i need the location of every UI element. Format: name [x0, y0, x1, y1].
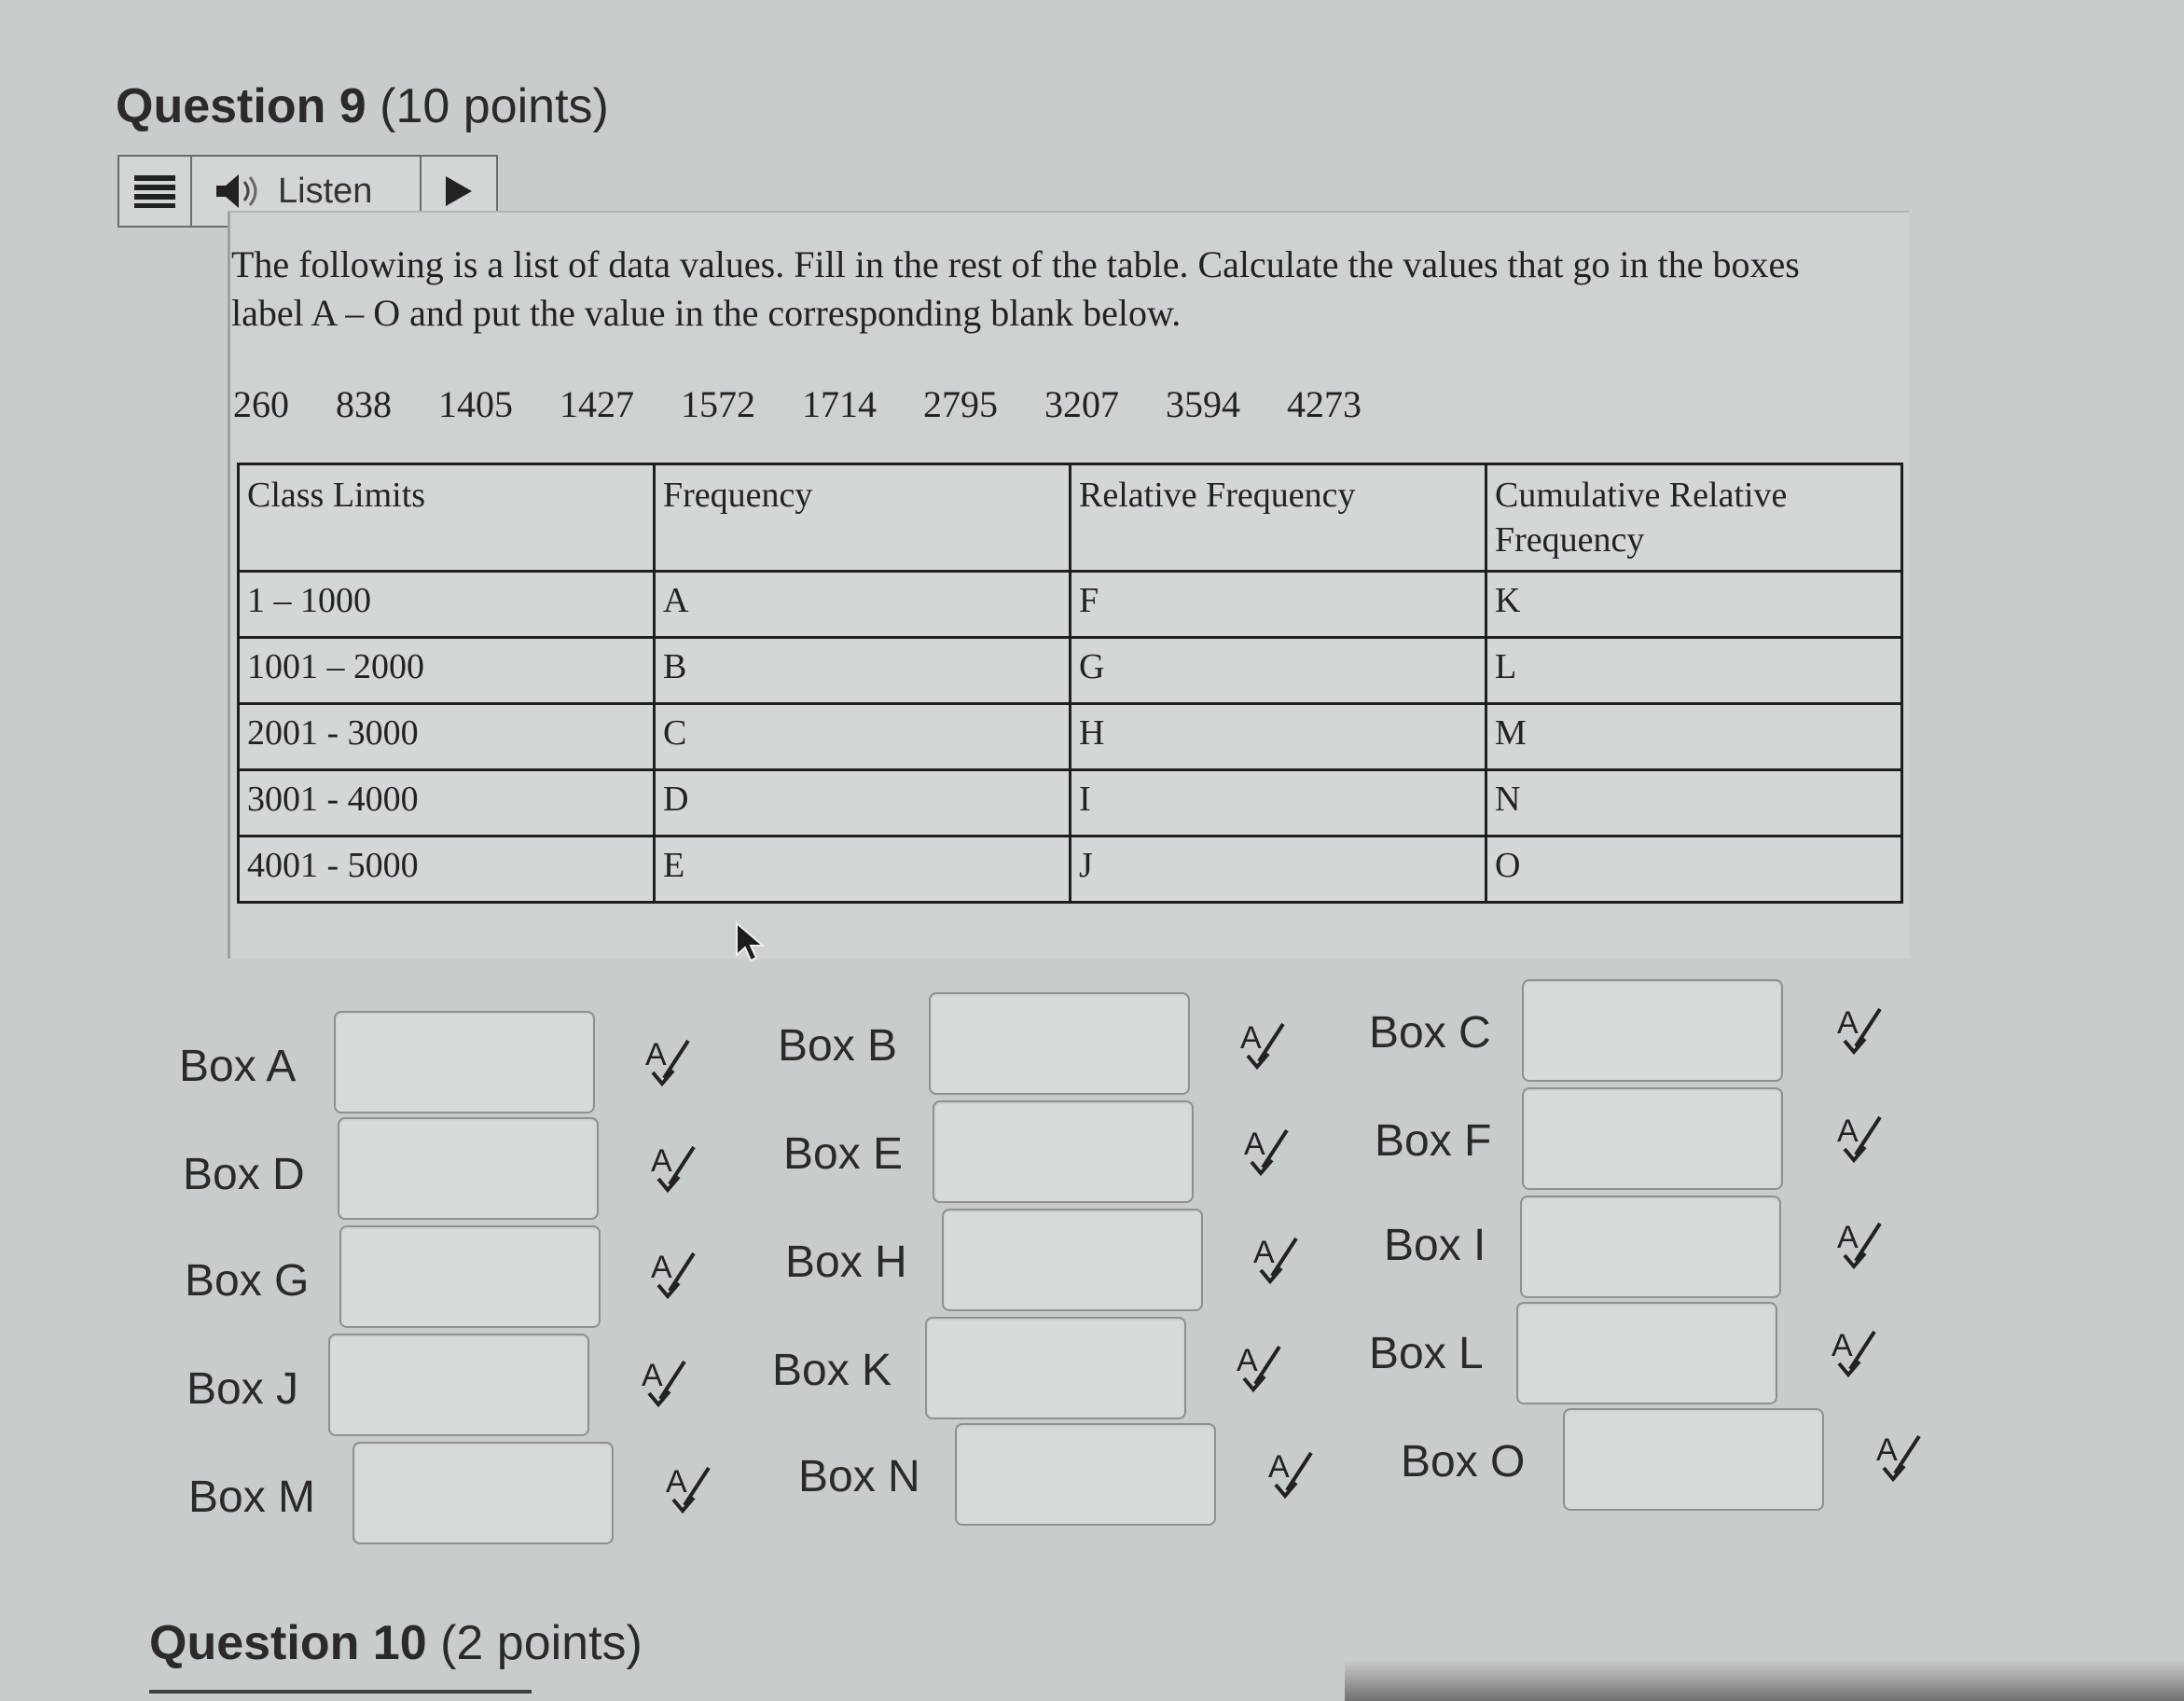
question-number: Question 10: [149, 1616, 427, 1670]
svg-text:A: A: [1240, 1020, 1262, 1056]
question-9-title: [116, 78, 609, 134]
menu-icon: [134, 173, 175, 209]
svg-text:A: A: [1837, 1220, 1859, 1255]
speaker-icon: [214, 173, 265, 210]
data-value: 3207: [1044, 383, 1119, 425]
table-cell: 3001 - 4000: [239, 770, 655, 837]
box-e-label: Box E: [783, 1129, 904, 1179]
svg-text:A: A: [642, 1358, 663, 1393]
box-j-label: Box J: [187, 1364, 299, 1414]
box-a-label: Box A: [179, 1042, 297, 1091]
menu-button[interactable]: [119, 157, 192, 226]
spellcheck-icon[interactable]: [1828, 1324, 1880, 1380]
box-o-label: Box O: [1401, 1437, 1526, 1487]
data-value: 1427: [560, 383, 634, 425]
mouse-cursor-icon: [735, 921, 767, 964]
svg-text:A: A: [1876, 1432, 1898, 1468]
data-value: 838: [336, 383, 392, 425]
listen-label: Listen: [278, 171, 373, 211]
question-number: Question 9: [116, 79, 366, 133]
table-cell: E: [655, 837, 1071, 903]
table-cell: B: [655, 638, 1071, 704]
spellcheck-icon[interactable]: [1833, 1216, 1886, 1272]
table-cell: K: [1486, 572, 1902, 638]
table-cell: A: [655, 572, 1071, 638]
table-cell: I: [1071, 770, 1486, 837]
svg-text:A: A: [1253, 1235, 1275, 1270]
data-value: 2795: [923, 383, 998, 425]
header-cumulative-relative-frequency: Cumulative Relative Frequency: [1486, 464, 1902, 572]
table-row: [239, 770, 1902, 837]
question-instructions: The following is a list of data values. Fill in the rest of the table. Calculate the values that go in the boxes label A – O and put the value in the corresponding blank below.: [231, 243, 1800, 334]
header-relative-frequency: Relative Frequency: [1071, 464, 1486, 572]
data-value: 1572: [681, 383, 755, 425]
table-row: [239, 837, 1902, 903]
box-b-input[interactable]: [929, 992, 1190, 1095]
box-g-label: Box G: [185, 1256, 310, 1306]
box-c-label: Box C: [1369, 1008, 1491, 1058]
spellcheck-icon[interactable]: [647, 1140, 699, 1196]
svg-text:A: A: [1837, 1005, 1859, 1041]
box-l-input[interactable]: [1516, 1302, 1777, 1404]
table-header-row: [239, 464, 1902, 572]
box-b-label: Box B: [778, 1021, 898, 1071]
spellcheck-icon[interactable]: [1265, 1445, 1317, 1501]
box-i-label: Box I: [1384, 1221, 1486, 1270]
table-row: [239, 572, 1902, 638]
box-h-label: Box H: [785, 1238, 907, 1287]
svg-text:A: A: [666, 1464, 687, 1500]
screen-edge-shadow: [1345, 1660, 2184, 1701]
box-f-input[interactable]: [1522, 1087, 1783, 1190]
box-d-input[interactable]: [338, 1117, 599, 1220]
table-cell: D: [655, 770, 1071, 837]
data-value: 4273: [1287, 383, 1362, 425]
spellcheck-icon[interactable]: [1233, 1339, 1285, 1395]
table-cell: 4001 - 5000: [239, 837, 655, 903]
spellcheck-icon[interactable]: [642, 1033, 694, 1089]
svg-text:A: A: [1244, 1127, 1265, 1162]
spellcheck-icon[interactable]: [1240, 1123, 1292, 1179]
spellcheck-icon[interactable]: [1833, 1002, 1886, 1058]
box-k-label: Box K: [772, 1346, 892, 1395]
data-value: 1714: [802, 383, 877, 425]
box-n-label: Box N: [798, 1452, 920, 1501]
box-i-input[interactable]: [1520, 1196, 1781, 1298]
box-h-input[interactable]: [942, 1209, 1203, 1311]
table-cell: 2001 - 3000: [239, 704, 655, 770]
box-j-input[interactable]: [328, 1334, 589, 1436]
svg-text:A: A: [1237, 1343, 1258, 1378]
frequency-table: [237, 463, 1903, 904]
box-m-label: Box M: [188, 1473, 316, 1522]
question-10-title: [149, 1615, 643, 1671]
svg-text:A: A: [651, 1143, 672, 1179]
svg-text:A: A: [645, 1037, 667, 1072]
table-cell: G: [1071, 638, 1486, 704]
play-icon: [444, 174, 474, 208]
table-row: [239, 638, 1902, 704]
table-cell: L: [1486, 638, 1902, 704]
spellcheck-icon[interactable]: [1237, 1016, 1289, 1072]
box-o-input[interactable]: [1563, 1408, 1824, 1511]
table-row: [239, 704, 1902, 770]
data-value: 1405: [438, 383, 513, 425]
header-class-limits: Class Limits: [239, 464, 655, 572]
box-l-label: Box L: [1369, 1329, 1484, 1378]
table-cell: J: [1071, 837, 1486, 903]
question-points: (2 points): [440, 1616, 643, 1670]
table-cell: 1 – 1000: [239, 572, 655, 638]
box-m-input[interactable]: [352, 1442, 614, 1544]
table-cell: C: [655, 704, 1071, 770]
table-cell: N: [1486, 770, 1902, 837]
box-d-label: Box D: [183, 1150, 305, 1199]
box-g-input[interactable]: [339, 1225, 601, 1328]
question-points: (10 points): [380, 79, 609, 133]
box-c-input[interactable]: [1522, 979, 1783, 1082]
box-f-label: Box F: [1375, 1116, 1492, 1166]
svg-text:A: A: [1837, 1113, 1859, 1149]
table-cell: 1001 – 2000: [239, 638, 655, 704]
table-cell: F: [1071, 572, 1486, 638]
box-k-input[interactable]: [925, 1317, 1186, 1419]
table-cell: O: [1486, 837, 1902, 903]
data-value: 260: [233, 383, 289, 425]
divider: [149, 1690, 532, 1694]
svg-text:A: A: [651, 1250, 672, 1285]
data-value: 3594: [1166, 383, 1240, 425]
table-cell: H: [1071, 704, 1486, 770]
spellcheck-icon[interactable]: [638, 1354, 690, 1410]
box-n-input[interactable]: [955, 1423, 1216, 1526]
spellcheck-icon[interactable]: [1873, 1429, 1925, 1485]
svg-text:A: A: [1268, 1449, 1290, 1485]
spellcheck-icon[interactable]: [662, 1460, 714, 1516]
table-cell: M: [1486, 704, 1902, 770]
data-values-list: [233, 382, 1362, 426]
spellcheck-icon[interactable]: [1250, 1231, 1302, 1287]
header-frequency: Frequency: [655, 464, 1071, 572]
spellcheck-icon[interactable]: [1833, 1110, 1886, 1166]
spellcheck-icon[interactable]: [647, 1246, 699, 1302]
box-a-input[interactable]: [334, 1011, 595, 1113]
svg-text:A: A: [1832, 1328, 1853, 1363]
box-e-input[interactable]: [933, 1100, 1194, 1203]
